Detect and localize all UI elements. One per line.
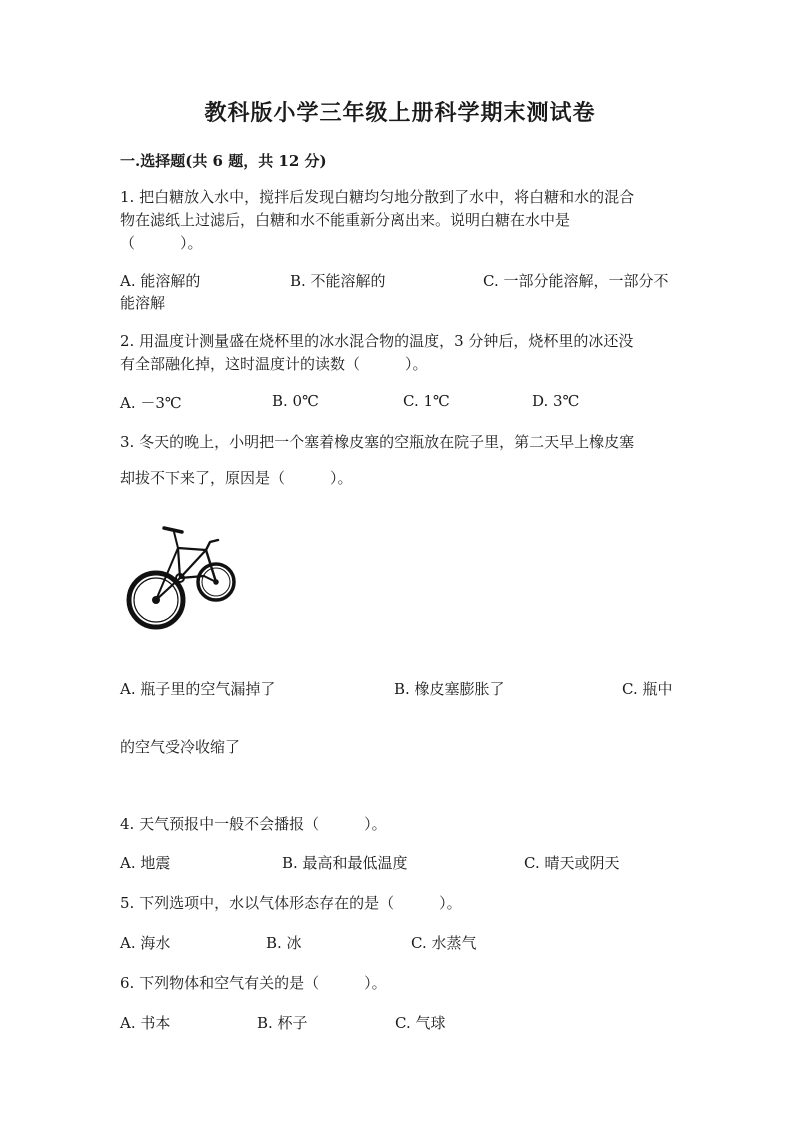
question-2-line-1: 2. 用温度计测量盛在烧杯里的冰水混合物的温度，3 分钟后，烧杯里的冰还没 xyxy=(120,332,634,350)
question-2-line-2: 有全部融化掉，这时温度计的读数（ ）。 xyxy=(120,355,428,373)
question-3-line-1: 3. 冬天的晚上，小明把一个塞着橡皮塞的空瓶放在院子里，第二天早上橡皮塞 xyxy=(120,433,635,451)
question-1-line-2: 物在滤纸上过滤后，白糖和水不能重新分离出来。说明白糖在水中是 xyxy=(120,211,571,229)
question-1-option-c-wrap: 能溶解 xyxy=(120,294,166,312)
bicycle-image xyxy=(124,520,240,640)
question-5-option-a: A. 海水 xyxy=(120,934,171,952)
question-2-option-d: D. 3℃ xyxy=(532,392,580,410)
question-2-option-b: B. 0℃ xyxy=(272,392,319,410)
question-3-line-2: 却拔不下来了，原因是（ ）。 xyxy=(120,469,353,487)
question-2-option-a: A. －3℃ xyxy=(120,394,182,412)
question-3-option-a: A. 瓶子里的空气漏掉了 xyxy=(120,680,276,698)
page-title: 教科版小学三年级上册科学期末测试卷 xyxy=(204,100,596,126)
question-1-line-3: （ ）。 xyxy=(120,234,203,252)
question-4-option-a: A. 地震 xyxy=(120,854,171,872)
question-6-option-c: C. 气球 xyxy=(395,1014,446,1032)
question-1-option-a: A. 能溶解的 xyxy=(120,272,201,290)
question-5-line: 5. 下列选项中，水以气体形态存在的是（ ）。 xyxy=(120,894,462,912)
question-4-line: 4. 天气预报中一般不会播报（ ）。 xyxy=(120,815,387,833)
question-1-option-c: C. 一部分能溶解，一部分不 xyxy=(483,272,669,290)
section-heading: 一.选择题(共 6 题，共 12 分) xyxy=(120,152,327,170)
question-1-option-b: B. 不能溶解的 xyxy=(290,272,386,290)
question-5-option-b: B. 冰 xyxy=(266,934,302,952)
question-6-line: 6. 下列物体和空气有关的是（ ）。 xyxy=(120,974,387,992)
question-4-option-b: B. 最高和最低温度 xyxy=(282,854,408,872)
question-3-option-c-wrap: 的空气受冷收缩了 xyxy=(120,738,241,756)
question-3-option-c: C. 瓶中 xyxy=(622,680,673,698)
question-5-option-c: C. 水蒸气 xyxy=(411,934,477,952)
question-3-option-b: B. 橡皮塞膨胀了 xyxy=(394,680,505,698)
question-4-option-c: C. 晴天或阴天 xyxy=(524,854,620,872)
question-2-option-c: C. 1℃ xyxy=(403,392,450,410)
question-6-option-a: A. 书本 xyxy=(120,1014,171,1032)
question-1-line-1: 1. 把白糖放入水中，搅拌后发现白糖均匀地分散到了水中，将白糖和水的混合 xyxy=(120,188,635,206)
question-6-option-b: B. 杯子 xyxy=(257,1014,308,1032)
